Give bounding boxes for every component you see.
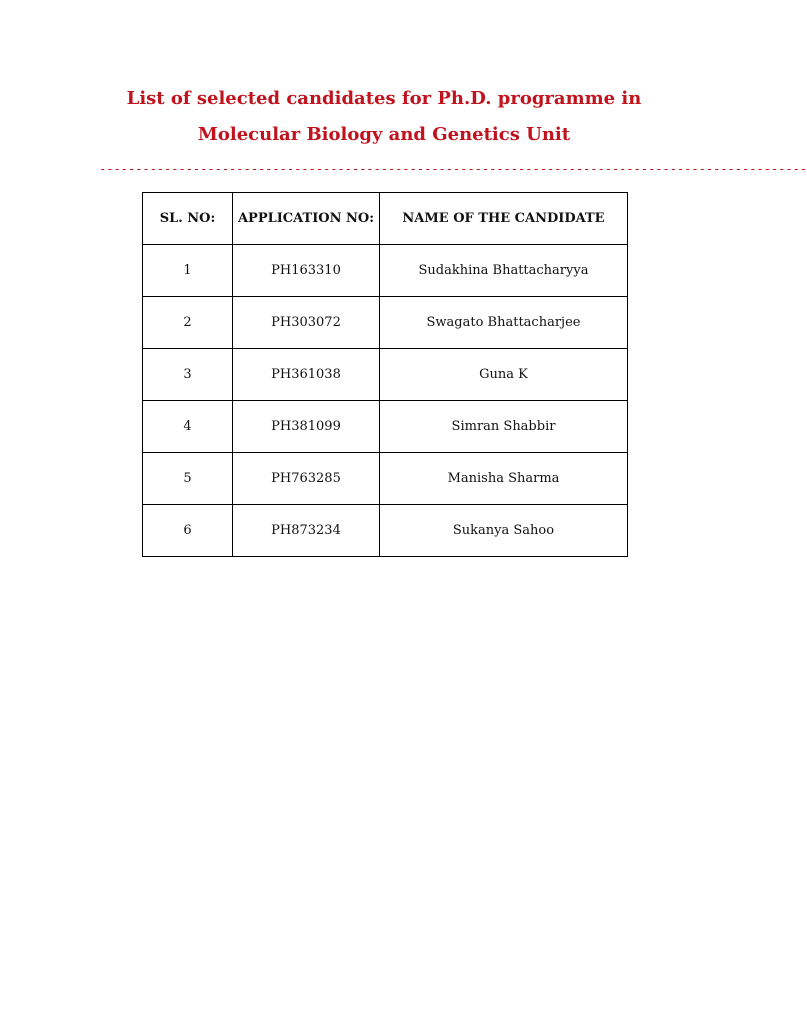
cell-sl-no: 4 (143, 401, 233, 453)
table-row (143, 505, 628, 557)
table-row (143, 349, 628, 401)
document-title-line-2: Molecular Biology and Genetics Unit (197, 124, 571, 145)
document-title-line-1: List of selected candidates for Ph.D. programme in (126, 88, 642, 109)
cell-candidate-name: Manisha Sharma (380, 453, 628, 505)
header-application-no: APPLICATION NO: (233, 193, 380, 245)
table-row (143, 401, 628, 453)
cell-application-no: PH381099 (233, 401, 380, 453)
cell-candidate-name: Sudakhina Bhattacharyya (380, 245, 628, 297)
table-row (143, 297, 628, 349)
table-header-row (143, 193, 628, 245)
cell-application-no: PH763285 (233, 453, 380, 505)
cell-application-no: PH163310 (233, 245, 380, 297)
cell-sl-no: 2 (143, 297, 233, 349)
dashed-divider: -------------------------------------------------------------------------------------------------- (99, 162, 807, 176)
cell-candidate-name: Simran Shabbir (380, 401, 628, 453)
cell-application-no: PH303072 (233, 297, 380, 349)
header-candidate-name: NAME OF THE CANDIDATE (380, 193, 628, 245)
cell-sl-no: 6 (143, 505, 233, 557)
cell-sl-no: 3 (143, 349, 233, 401)
cell-candidate-name: Swagato Bhattacharjee (380, 297, 628, 349)
cell-sl-no: 1 (143, 245, 233, 297)
cell-sl-no: 5 (143, 453, 233, 505)
cell-application-no: PH873234 (233, 505, 380, 557)
candidates-table (142, 192, 628, 557)
cell-application-no: PH361038 (233, 349, 380, 401)
table-row (143, 245, 628, 297)
table-row (143, 453, 628, 505)
cell-candidate-name: Guna K (380, 349, 628, 401)
header-sl-no: SL. NO: (143, 193, 233, 245)
cell-candidate-name: Sukanya Sahoo (380, 505, 628, 557)
